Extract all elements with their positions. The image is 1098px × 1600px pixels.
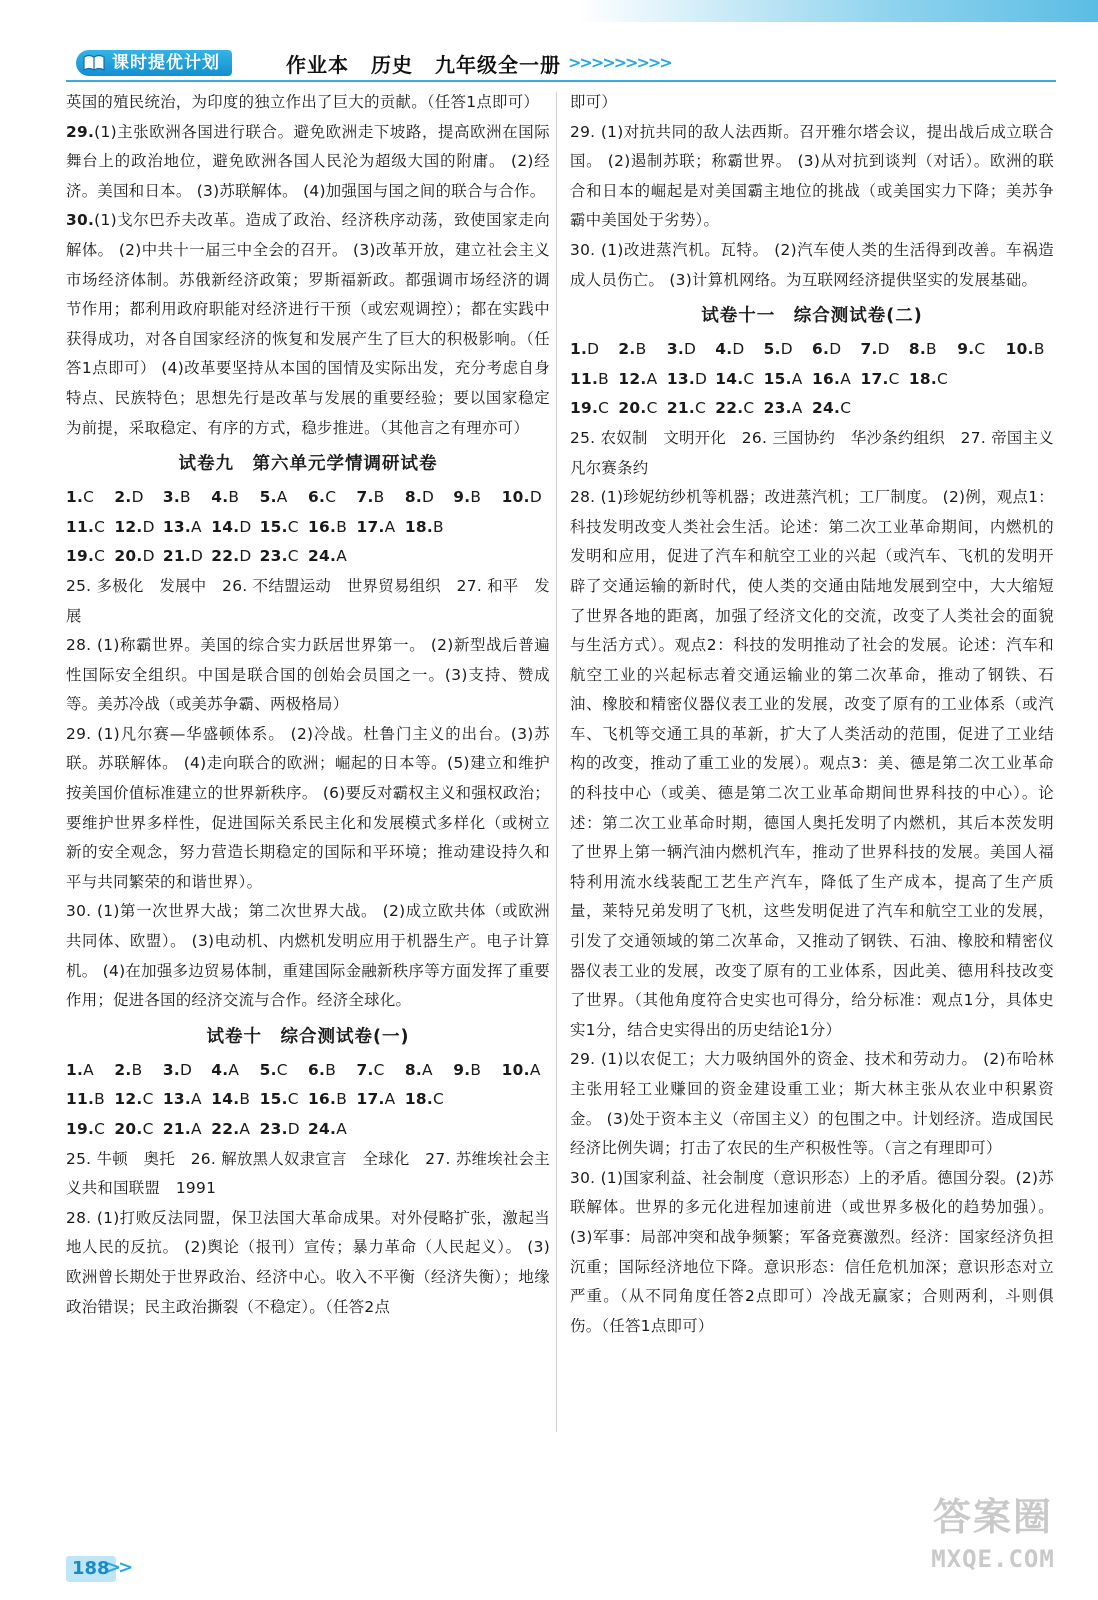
subject: 历史	[371, 53, 413, 77]
watermark-sub: MXQE.COM	[931, 1545, 1055, 1573]
answer-item: 7.C	[356, 1060, 385, 1079]
answer-item: 13.A	[162, 1090, 202, 1109]
header-rule	[66, 80, 1056, 82]
answer-item	[453, 1115, 501, 1145]
answer-item: 14.B	[211, 1090, 251, 1109]
answer-item: 20.D	[114, 547, 155, 566]
answer-29: 29. (1)以农促工；大力吸纳国外的资金、技术和劳动力。 (2)布哈林主张用轻工业赚回的资金建设重工业；斯大林主张从农业中积累资金。 (3)处于资本主义（帝国主义）的包围之中。计划经济。造成国民经济比例失调；打击了农民的生产积极性等。（言之有理即可）	[570, 1050, 1054, 1158]
page-arrows-icon: >>	[106, 1557, 131, 1578]
answer-30: 30.(1)戈尔巴乔夫改革。造成了政治、经济秩序动荡，致使国家走向解体。 (2)中共十一届三中全会的召开。 (3)改革开放，建立社会主义市场经济体制。苏俄新经济政策；罗斯福新政。都强调市场经济的调节作用；都利用政府职能对经济进行干预（或宏观调控）；都在实践中获得成功，对各自国家经济的恢复和发展产生了巨大的积极影响。（任答1点即可） (4)改革要坚持从本国的国情及实际出发，充分考虑自身特点、民族特色；思想先行是改革与发展的重要经验；要以国家稳定为前提，采取稳定、有序的方式，稳步推进。（其他言之有理亦可）	[66, 211, 550, 437]
grade: 九年级全一册	[435, 53, 561, 77]
answer-grid-11	[570, 335, 1054, 424]
answer-28: 28. (1)打败反法同盟，保卫法国大革命成果。对外侵略扩张，激起当地人民的反抗。 (2)舆论（报刊）宣传；暴力革命（人民起义）。 (3)欧洲曾长期处于世界政治、经济中心。收入不平衡（经济失衡）；地缘政治错误；民主政治撕裂（不稳定）。（任答2点	[66, 1208, 550, 1316]
answer-item: 5.D	[763, 340, 793, 359]
answer-item: 10.D	[501, 488, 542, 507]
answer-item: 4.B	[211, 488, 240, 507]
answer-item: 2.D	[114, 488, 144, 507]
answer-item	[405, 1115, 453, 1145]
answer-item: 12.D	[114, 517, 155, 536]
answer-item	[909, 394, 957, 424]
answer-item: 18.C	[908, 369, 949, 388]
answer-item: 8.A	[404, 1060, 433, 1079]
answer-row	[66, 1056, 550, 1086]
answer-item: 16.A	[812, 369, 852, 388]
answer-item: 18.C	[404, 1090, 445, 1109]
answer-item: 15.C	[259, 1090, 299, 1109]
answer-item	[860, 394, 908, 424]
answer-item: 4.D	[715, 340, 745, 359]
answer-item: 21.D	[162, 547, 204, 566]
answer-item: 17.A	[356, 1090, 396, 1109]
right-column	[570, 88, 1070, 1341]
answer-item	[356, 542, 404, 572]
answer-item	[453, 1085, 501, 1115]
answer-28: 28. (1)称霸世界。美国的综合实力跃居世界第一。 (2)新型战后普遍性国际安全组织。中国是联合国的创始会员国之一。(3)支持、赞成等。美苏冷战（或美苏争霸、两极格局）	[66, 636, 550, 714]
answer-item: 5.A	[259, 488, 288, 507]
answer-row	[66, 513, 550, 543]
answer-item: 22.C	[715, 399, 755, 418]
answer-30: 30. (1)改进蒸汽机。瓦特。 (2)汽车使人类的生活得到改善。车祸造成人员伤亡。 (3)计算机网络。为互联网经济提供坚实的发展基础。	[570, 240, 1054, 289]
answer-28: 28. (1)珍妮纺纱机等机器；改进蒸汽机；工厂制度。 (2)例，观点1：科技发明改变人类社会生活。论述：第二次工业革命期间，内燃机的发明和应用，促进了汽车和航空工业的兴起（或汽车、飞机的发明开辟了交通运输的新时代，使人类的交通由陆地发展到空中，大大缩短了世界各地的距离，加强了经济文化的交流，改变了人类社会的面貌与生活方式）。观点2：科技的发明推动了社会的发展。论述：汽车和航空工业的兴起标志着交通运输业的第二次革命，推动了钢铁、石油、橡胶和精密仪器仪表工业的发展，改变了原有的工业体系（或汽车、飞机等交通工具的革新，扩大了人类活动的范围，促进了工业结构的改变，推动了重工业的发展）。观点3：美、德是第二次工业革命的科技中心（或美、德是第二次工业革命期间世界科技的中心）。论述：第二次工业革命时期，德国人奥托发明了内燃机，其后本茨发明了世界上第一辆汽油内燃机汽车，推动了世界科技的发展。美国人福特利用流水线装配工艺生产汽车，降低了生产成本，提高了生产质量，莱特兄弟发明了飞机，这些发明促进了汽车和航空工业的发展，引发了交通领域的第二次革命，又推动了钢铁、石油、橡胶和精密仪器仪表工业的发展，改变了原有的工业体系，因此美、德用科技改变了世界。（其他角度符合史实也可得分，给分标准：观点1分，具体史实1分，结合史实得出的历史结论1分）	[570, 488, 1054, 1039]
answer-row	[570, 335, 1054, 365]
answer-item: 6.D	[812, 340, 842, 359]
answer-item: 7.B	[356, 488, 385, 507]
answer-item: 13.D	[666, 369, 708, 388]
book-type: 作业本	[286, 53, 349, 77]
answer-29: 29. (1)凡尔赛—华盛顿体系。 (2)冷战。杜鲁门主义的出台。(3)苏联。苏联解体。 (4)走向联合的欧洲；崛起的日本等。(5)建立和维护按美国价值标准建立的世界新秩序。 (6)要反对霸权主义和强权政治；要维护世界多样性，促进国际关系民主化和发展模式多样化（或树立新的安全观念，努力营造长期稳定的国际和平环境；推动建设持久和平与共同繁荣的和谐世界）。	[66, 724, 550, 891]
answer-item	[502, 1085, 550, 1115]
answer-item: 9.B	[453, 1060, 482, 1079]
answer-item: 3.D	[666, 340, 697, 359]
answer-item: 23.D	[259, 1120, 300, 1138]
page-number: 188	[66, 1556, 116, 1582]
header-stripe	[578, 0, 1098, 22]
answer-row	[570, 365, 1054, 395]
answer-item: 20.C	[618, 399, 658, 418]
answer-item: 11.C	[66, 517, 106, 536]
answer-item: 9.C	[957, 340, 986, 359]
brand-badge	[76, 50, 232, 76]
answer-item: 3.D	[162, 1060, 193, 1079]
answer-item: 24.A	[308, 547, 348, 566]
answer-25-27: 25. 牛顿 奥托 26. 解放黑人奴隶宣言 全球化 27. 苏维埃社会主义共和国联盟 1991	[66, 1149, 550, 1198]
column-divider	[556, 92, 557, 1432]
answer-item: 2.B	[114, 1060, 143, 1079]
answer-item: 21.C	[666, 399, 707, 418]
book-icon	[82, 53, 106, 73]
answer-item: 20.C	[114, 1120, 154, 1138]
answer-row	[66, 542, 550, 572]
answer-item	[356, 1115, 404, 1145]
header-title	[286, 49, 583, 78]
header-arrows-icon: >>>>>>>>>	[568, 53, 671, 72]
answer-29: 29.(1)主张欧洲各国进行联合。避免欧洲走下坡路，提高欧洲在国际舞台上的政治地位，避免欧洲各国人民沦为超级大国的附庸。 (2)经济。美国和日本。 (3)苏联解体。 (4)加强国与国之间的联合与合作。	[66, 122, 550, 200]
answer-item	[502, 513, 550, 543]
answer-item: 4.A	[211, 1060, 240, 1079]
paragraph: 即可）	[570, 93, 618, 111]
answer-item: 14.D	[211, 517, 252, 536]
answer-item: 2.B	[618, 340, 647, 359]
answer-item: 24.A	[308, 1120, 348, 1138]
answer-item: 15.C	[259, 517, 299, 536]
answer-row	[66, 1085, 550, 1115]
answer-item: 19.C	[570, 399, 610, 418]
answer-item	[453, 513, 501, 543]
answer-item: 15.A	[763, 369, 803, 388]
answer-item: 5.C	[259, 1060, 288, 1079]
answer-item	[957, 394, 1005, 424]
left-column	[66, 88, 550, 1322]
answer-item: 8.D	[404, 488, 435, 507]
answer-25-27: 25. 多极化 发展中 26. 不结盟运动 世界贸易组织 27. 和平 发展	[66, 576, 550, 625]
answer-item: 23.C	[259, 547, 299, 566]
answer-30: 30. (1)国家利益、社会制度（意识形态）上的矛盾。德国分裂。(2)苏联解体。世界的多元化进程加速前进（或世界多极化的趋势加强）。 (3)军事：局部冲突和战争频繁；军备竞赛激烈。经济：国家经济负担沉重；国际经济地位下降。意识形态：信任危机加深；意识形态对立严重。（从不同角度任答2点即可）冷战无赢家；合则两利，斗则俱伤。（任答1点即可）	[570, 1168, 1054, 1335]
answer-item	[1006, 394, 1054, 424]
answer-item: 3.B	[162, 488, 191, 507]
answer-item: 11.B	[570, 369, 610, 388]
answer-item: 16.B	[308, 1090, 348, 1109]
watermark-main: 答案圈	[932, 1495, 1053, 1539]
answer-item: 22.D	[211, 547, 252, 566]
section-title-9: 试卷九 第六单元学情调研试卷	[178, 454, 438, 475]
answer-grid-9	[66, 483, 550, 572]
section-title-10: 试卷十 综合测试卷(一)	[206, 1026, 410, 1047]
answer-30: 30. (1)第一次世界大战；第二次世界大战。 (2)成立欧共体（或欧洲共同体、欧盟）。 (3)电动机、内燃机发明应用于机器生产。电子计算机。 (4)在加强多边贸易体制，重建国际金融新秩序等方面发挥了重要作用；促进各国的经济交流与合作。经济全球化。	[66, 902, 550, 1010]
answer-item: 6.B	[308, 1060, 337, 1079]
answer-item: 19.C	[66, 547, 106, 566]
answer-item	[957, 365, 1005, 395]
answer-item: 8.B	[908, 340, 937, 359]
answer-item	[453, 542, 501, 572]
answer-item: 23.A	[763, 399, 803, 418]
answer-row	[570, 394, 1054, 424]
answer-grid-10	[66, 1056, 550, 1145]
answer-item: 19.C	[66, 1120, 106, 1138]
watermark-logo	[908, 1490, 1078, 1590]
answer-item: 10.A	[501, 1060, 541, 1079]
paragraph: 英国的殖民统治，为印度的独立作出了巨大的贡献。（任答1点即可）	[66, 93, 540, 111]
answer-item: 17.C	[860, 369, 900, 388]
answer-item: 21.A	[162, 1120, 202, 1138]
answer-item	[502, 1115, 550, 1145]
answer-item	[502, 542, 550, 572]
brand-text: 课时提优计划	[112, 53, 220, 73]
answer-item: 24.C	[812, 399, 852, 418]
answer-item: 1.D	[570, 340, 600, 359]
answer-item: 10.B	[1005, 340, 1045, 359]
answer-item: 1.A	[66, 1060, 94, 1079]
answer-item: 11.B	[66, 1090, 106, 1109]
answer-item: 6.C	[308, 488, 337, 507]
answer-row	[66, 1115, 550, 1145]
answer-item: 12.A	[618, 369, 658, 388]
answer-item	[1006, 365, 1054, 395]
answer-item: 16.B	[308, 517, 348, 536]
answer-item: 12.C	[114, 1090, 154, 1109]
answer-item: 22.A	[211, 1120, 251, 1138]
answer-item: 9.B	[453, 488, 482, 507]
answer-item	[405, 542, 453, 572]
answer-item: 13.A	[162, 517, 202, 536]
answer-29: 29. (1)对抗共同的敌人法西斯。召开雅尔塔会议，提出战后成立联合国。 (2)遏制苏联；称霸世界。 (3)从对抗到谈判（对话）。欧洲的联合和日本的崛起是对美国霸主地位的挑战（或美国实力下降；美苏争霸中美国处于劣势）。	[570, 122, 1054, 230]
answer-item: 17.A	[356, 517, 396, 536]
section-title-11: 试卷十一 综合测试卷(二)	[701, 306, 923, 327]
answer-25-27: 25. 农奴制 文明开化 26. 三国协约 华沙条约组织 27. 帝国主义 凡尔赛条约	[570, 428, 1070, 477]
page-header	[0, 0, 1098, 80]
answer-item: 18.B	[404, 517, 444, 536]
answer-item: 1.C	[66, 488, 95, 507]
answer-row	[66, 483, 550, 513]
answer-item: 7.D	[860, 340, 890, 359]
answer-item: 14.C	[715, 369, 755, 388]
